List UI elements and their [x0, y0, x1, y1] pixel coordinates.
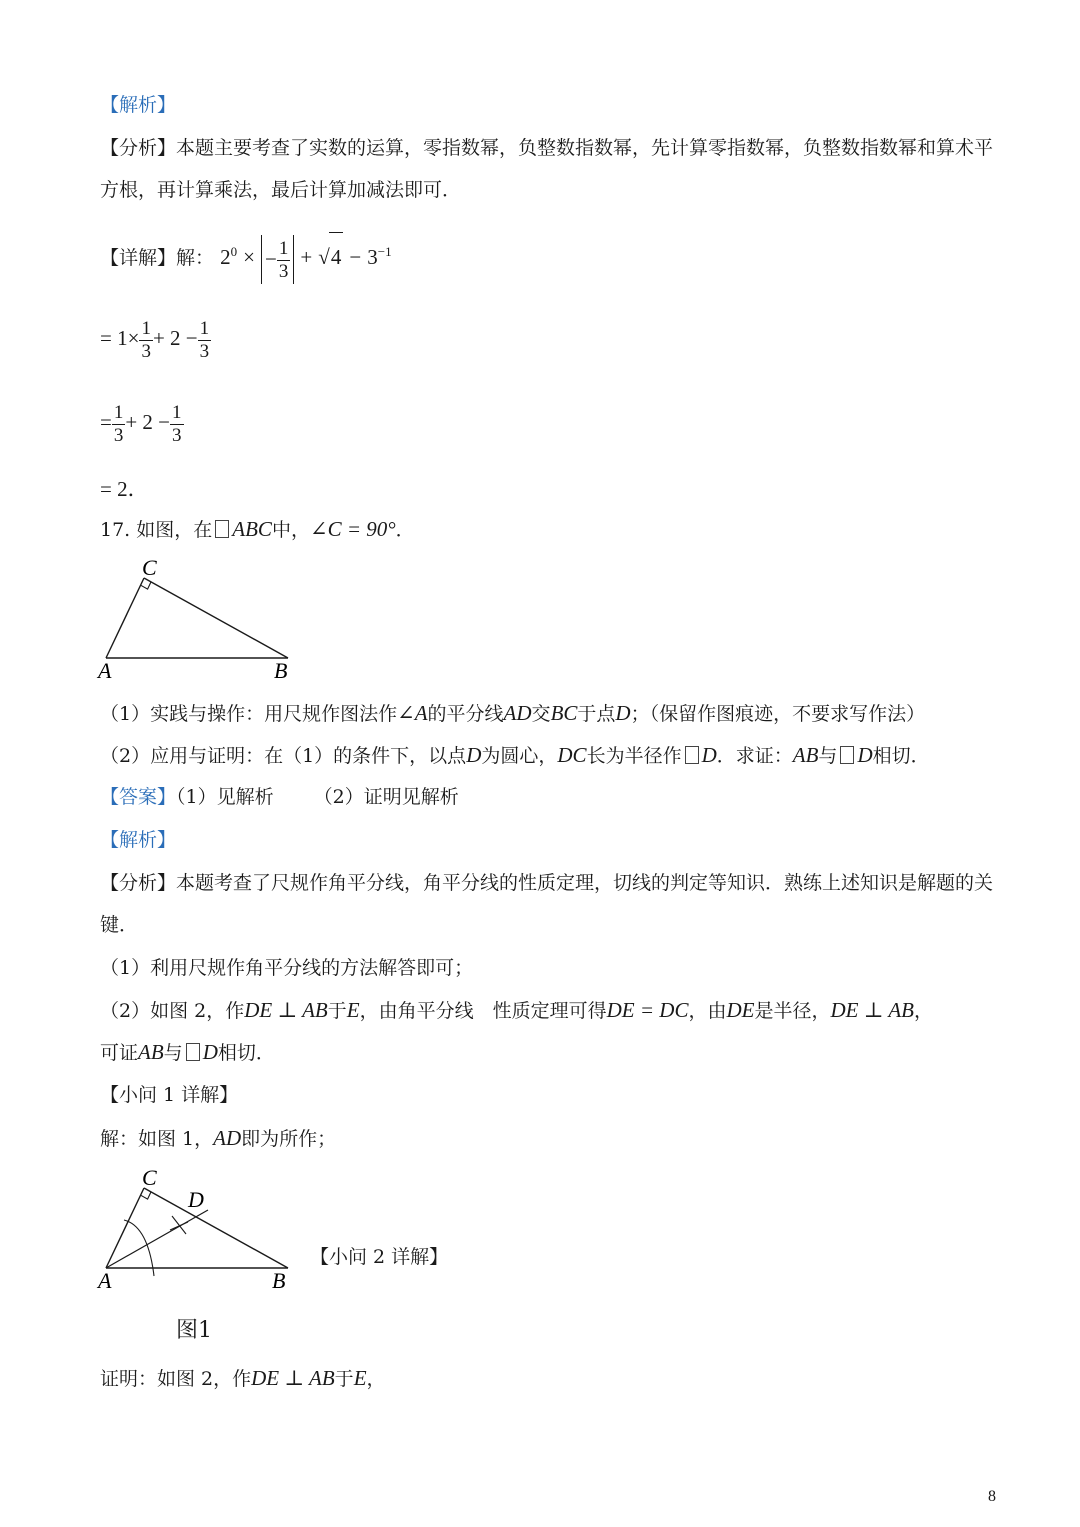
analysis-17-line-1: 【分析】本题考查了尺规作角平分线，角平分线的性质定理，切线的判定等知识．熟练上述知识是解题的关: [100, 872, 994, 894]
circle-symbol-placeholder: [186, 1043, 200, 1061]
side-cb: [144, 1188, 288, 1268]
hint-3: 可证AB与 D相切．: [100, 1040, 275, 1064]
step-2: = $\frac{1}{3}$ + 2 − $\frac{1}{3}$: [100, 401, 182, 446]
hint-1: （1）利用尺规作角平分线的方法解答即可；: [100, 957, 474, 979]
absolute-value: − $\frac{1}{3}$: [261, 235, 294, 284]
detail-label: 【详解】: [100, 247, 177, 269]
cross-mark-2: [170, 1222, 188, 1230]
step-result: = 2．: [100, 477, 149, 501]
answer-label: 【答案】: [100, 786, 177, 808]
problem-17-intro: 17. 如图，在 ABC中，∠C = 90°．: [100, 517, 415, 541]
figure-1-caption: 图1: [176, 1318, 212, 1343]
analysis-label: 【分析】: [100, 137, 177, 159]
triangle-symbol-placeholder: [215, 520, 229, 538]
circle-symbol-placeholder: [685, 746, 699, 764]
step-1: = 1× $\frac{1}{3}$ + 2 − $\frac{1}{3}$: [100, 317, 210, 362]
question-2: （2）应用与证明：在（1）的条件下，以点D为圆心，DC长为半径作 D．求证：AB与 D相切．: [100, 743, 930, 767]
cross-mark-1: [172, 1216, 186, 1234]
figure-1: [96, 1164, 306, 1294]
analysis-line-1: 【分析】本题主要考查了实数的运算，零指数幂，负整数指数幂，先计算零指数幂，负整数指数幂和算术平: [100, 137, 994, 159]
detail-expression: 【详解】解： $2^0$ × − $\frac{1}{3}$ + $√4 - 3^{-1}$: [100, 228, 392, 284]
bisector-ad: [106, 1210, 208, 1268]
sqrt-four: √4: [318, 245, 343, 269]
answer-line: 【答案】（1）见解析 （2）证明见解析: [100, 786, 459, 808]
triangle-figure: [96, 554, 306, 684]
subquestion-2-label: 【小问 2 详解】: [310, 1246, 449, 1268]
label-c: C: [142, 555, 157, 580]
label-d: D: [188, 1187, 204, 1212]
subquestion-1-label: 【小问 1 详解】: [100, 1084, 239, 1106]
side-ac: [106, 1188, 144, 1268]
section-label-jiexi: 【解析】: [100, 94, 177, 116]
section-label-jiexi-2: 【解析】: [100, 829, 177, 851]
label-a: A: [98, 658, 112, 683]
side-cb: [144, 578, 288, 658]
label-b: B: [272, 1268, 286, 1293]
analysis-line-2: 方根，再计算乘法，最后计算加减法即可．: [100, 179, 462, 201]
side-ac: [106, 578, 144, 658]
analysis-17-line-2: 键．: [100, 914, 139, 936]
label-b: B: [274, 658, 288, 683]
proof-line: 证明：如图 2，作DE ⊥ AB于E，: [100, 1366, 386, 1390]
solution-1: 解：如图 1，AD即为所作；: [100, 1126, 337, 1150]
label-a: A: [98, 1268, 112, 1293]
circle-symbol-placeholder: [840, 746, 854, 764]
label-c: C: [142, 1165, 157, 1190]
page-number: 8: [988, 1488, 996, 1505]
hint-2: （2）如图 2，作DE ⊥ AB于E，由角平分线 性质定理可得DE = DC，由DE是半径，DE ⊥ AB，: [100, 998, 934, 1022]
question-1: （1）实践与操作：用尺规作图法作∠A的平分线AD交BC于点D；（保留作图痕迹，不要求写作法）: [100, 701, 926, 725]
